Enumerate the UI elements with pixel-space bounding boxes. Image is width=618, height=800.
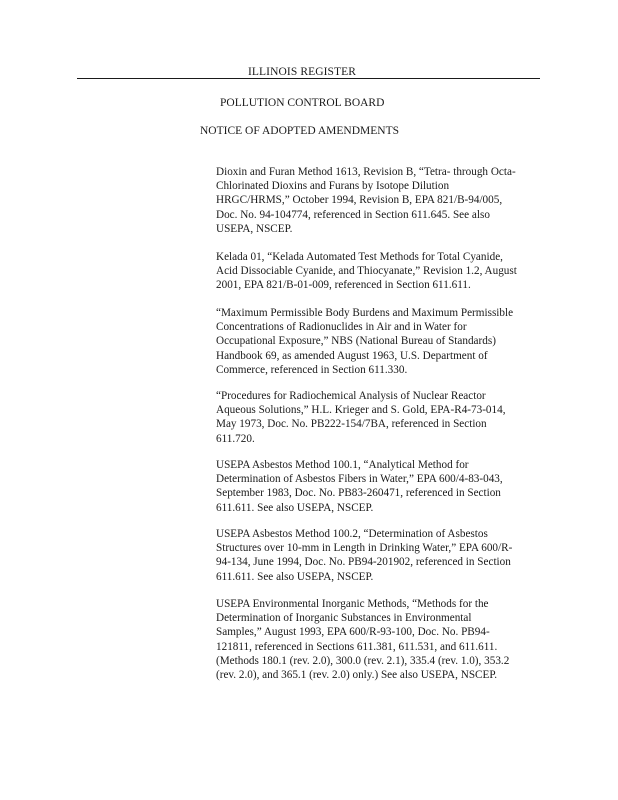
entry-line: Doc. No. 94-104774, referenced in Section 611.645. See also [216, 208, 490, 221]
entry-line: September 1983, Doc. No. PB83-260471, referenced in Section [216, 487, 501, 500]
entry-line: Concentrations of Radionuclides in Air and in Water for [216, 321, 467, 334]
entry-line: (Methods 180.1 (rev. 2.0), 300.0 (rev. 2.1), 335.4 (rev. 1.0), 353.2 [216, 654, 510, 667]
entry-line: Occupational Exposure,” NBS (National Bureau of Standards) [216, 335, 496, 348]
entry-line: Chlorinated Dioxins and Furans by Isotope Dilution [216, 180, 450, 193]
reference-entry-inorganic-methods [216, 597, 556, 682]
reference-entry-nbs-handbook [216, 306, 556, 377]
entry-line: Commerce, referenced in Section 611.330. [216, 363, 408, 376]
entry-line: Handbook 69, as amended August 1963, U.S. Department of [216, 349, 488, 362]
entry-line: Determination of Asbestos Fibers in Water,” EPA 600/4-83-043, [216, 473, 503, 486]
entry-line: Determination of Inorganic Substances in Environmental [216, 612, 472, 625]
entry-line: 611.720. [216, 432, 255, 445]
reference-entry-kelada [216, 250, 556, 293]
entry-line: USEPA, NSCEP. [216, 222, 293, 235]
register-title: ILLINOIS REGISTER [248, 66, 357, 78]
entry-line: Kelada 01, “Kelada Automated Test Methods for Total Cyanide, [216, 251, 503, 263]
entry-line: May 1973, Doc. No. PB222-154/7BA, referenced in Section [216, 418, 487, 431]
entry-line: USEPA Asbestos Method 100.2, “Determination of Asbestos [216, 528, 488, 540]
entry-line: 611.611. See also USEPA, NSCEP. [216, 501, 374, 514]
entry-line: 121811, referenced in Sections 611.381, 611.531, and 611.611. [216, 640, 498, 653]
entry-line: USEPA Asbestos Method 100.1, “Analytical Method for [216, 459, 469, 471]
entry-line: 2001, EPA 821/B-01-009, referenced in Section 611.611. [216, 279, 471, 292]
reference-entry-radiochemical [216, 389, 556, 446]
entry-line: Aqueous Solutions,” H.L. Krieger and S. Gold, EPA-R4-73-014, [216, 404, 506, 417]
board-title: POLLUTION CONTROL BOARD [220, 97, 385, 109]
entry-line: USEPA Environmental Inorganic Methods, “Methods for the [216, 598, 489, 610]
entry-line: Samples,” August 1993, EPA 600/R-93-100, Doc. No. PB94- [216, 626, 490, 639]
entry-line: 94-134, June 1994, Doc. No. PB94-201902, referenced in Section [216, 556, 511, 569]
reference-entry-asbestos-100-2 [216, 527, 556, 584]
reference-entry-asbestos-100-1 [216, 458, 556, 515]
reference-entry-dioxin-furan [216, 165, 556, 236]
entry-line: Acid Dissociable Cyanide, and Thiocyanate,” Revision 1.2, August [216, 265, 517, 278]
entry-line: (rev. 2.0), and 365.1 (rev. 2.0) only.) See also USEPA, NSCEP. [216, 669, 498, 682]
entry-line: “Maximum Permissible Body Burdens and Maximum Permissible [216, 307, 514, 319]
entry-line: Dioxin and Furan Method 1613, Revision B, “Tetra- through Octa- [216, 166, 516, 178]
entry-line: “Procedures for Radiochemical Analysis of Nuclear Reactor [216, 390, 486, 402]
entry-line: Structures over 10-mm in Length in Drinking Water,” EPA 600/R- [216, 542, 513, 555]
entry-line: HRGC/HRMS,” October 1994, Revision B, EPA 821/B-94/005, [216, 194, 503, 207]
notice-title: NOTICE OF ADOPTED AMENDMENTS [200, 125, 400, 137]
header-rule [77, 78, 540, 79]
entry-line: 611.611. See also USEPA, NSCEP. [216, 570, 374, 583]
